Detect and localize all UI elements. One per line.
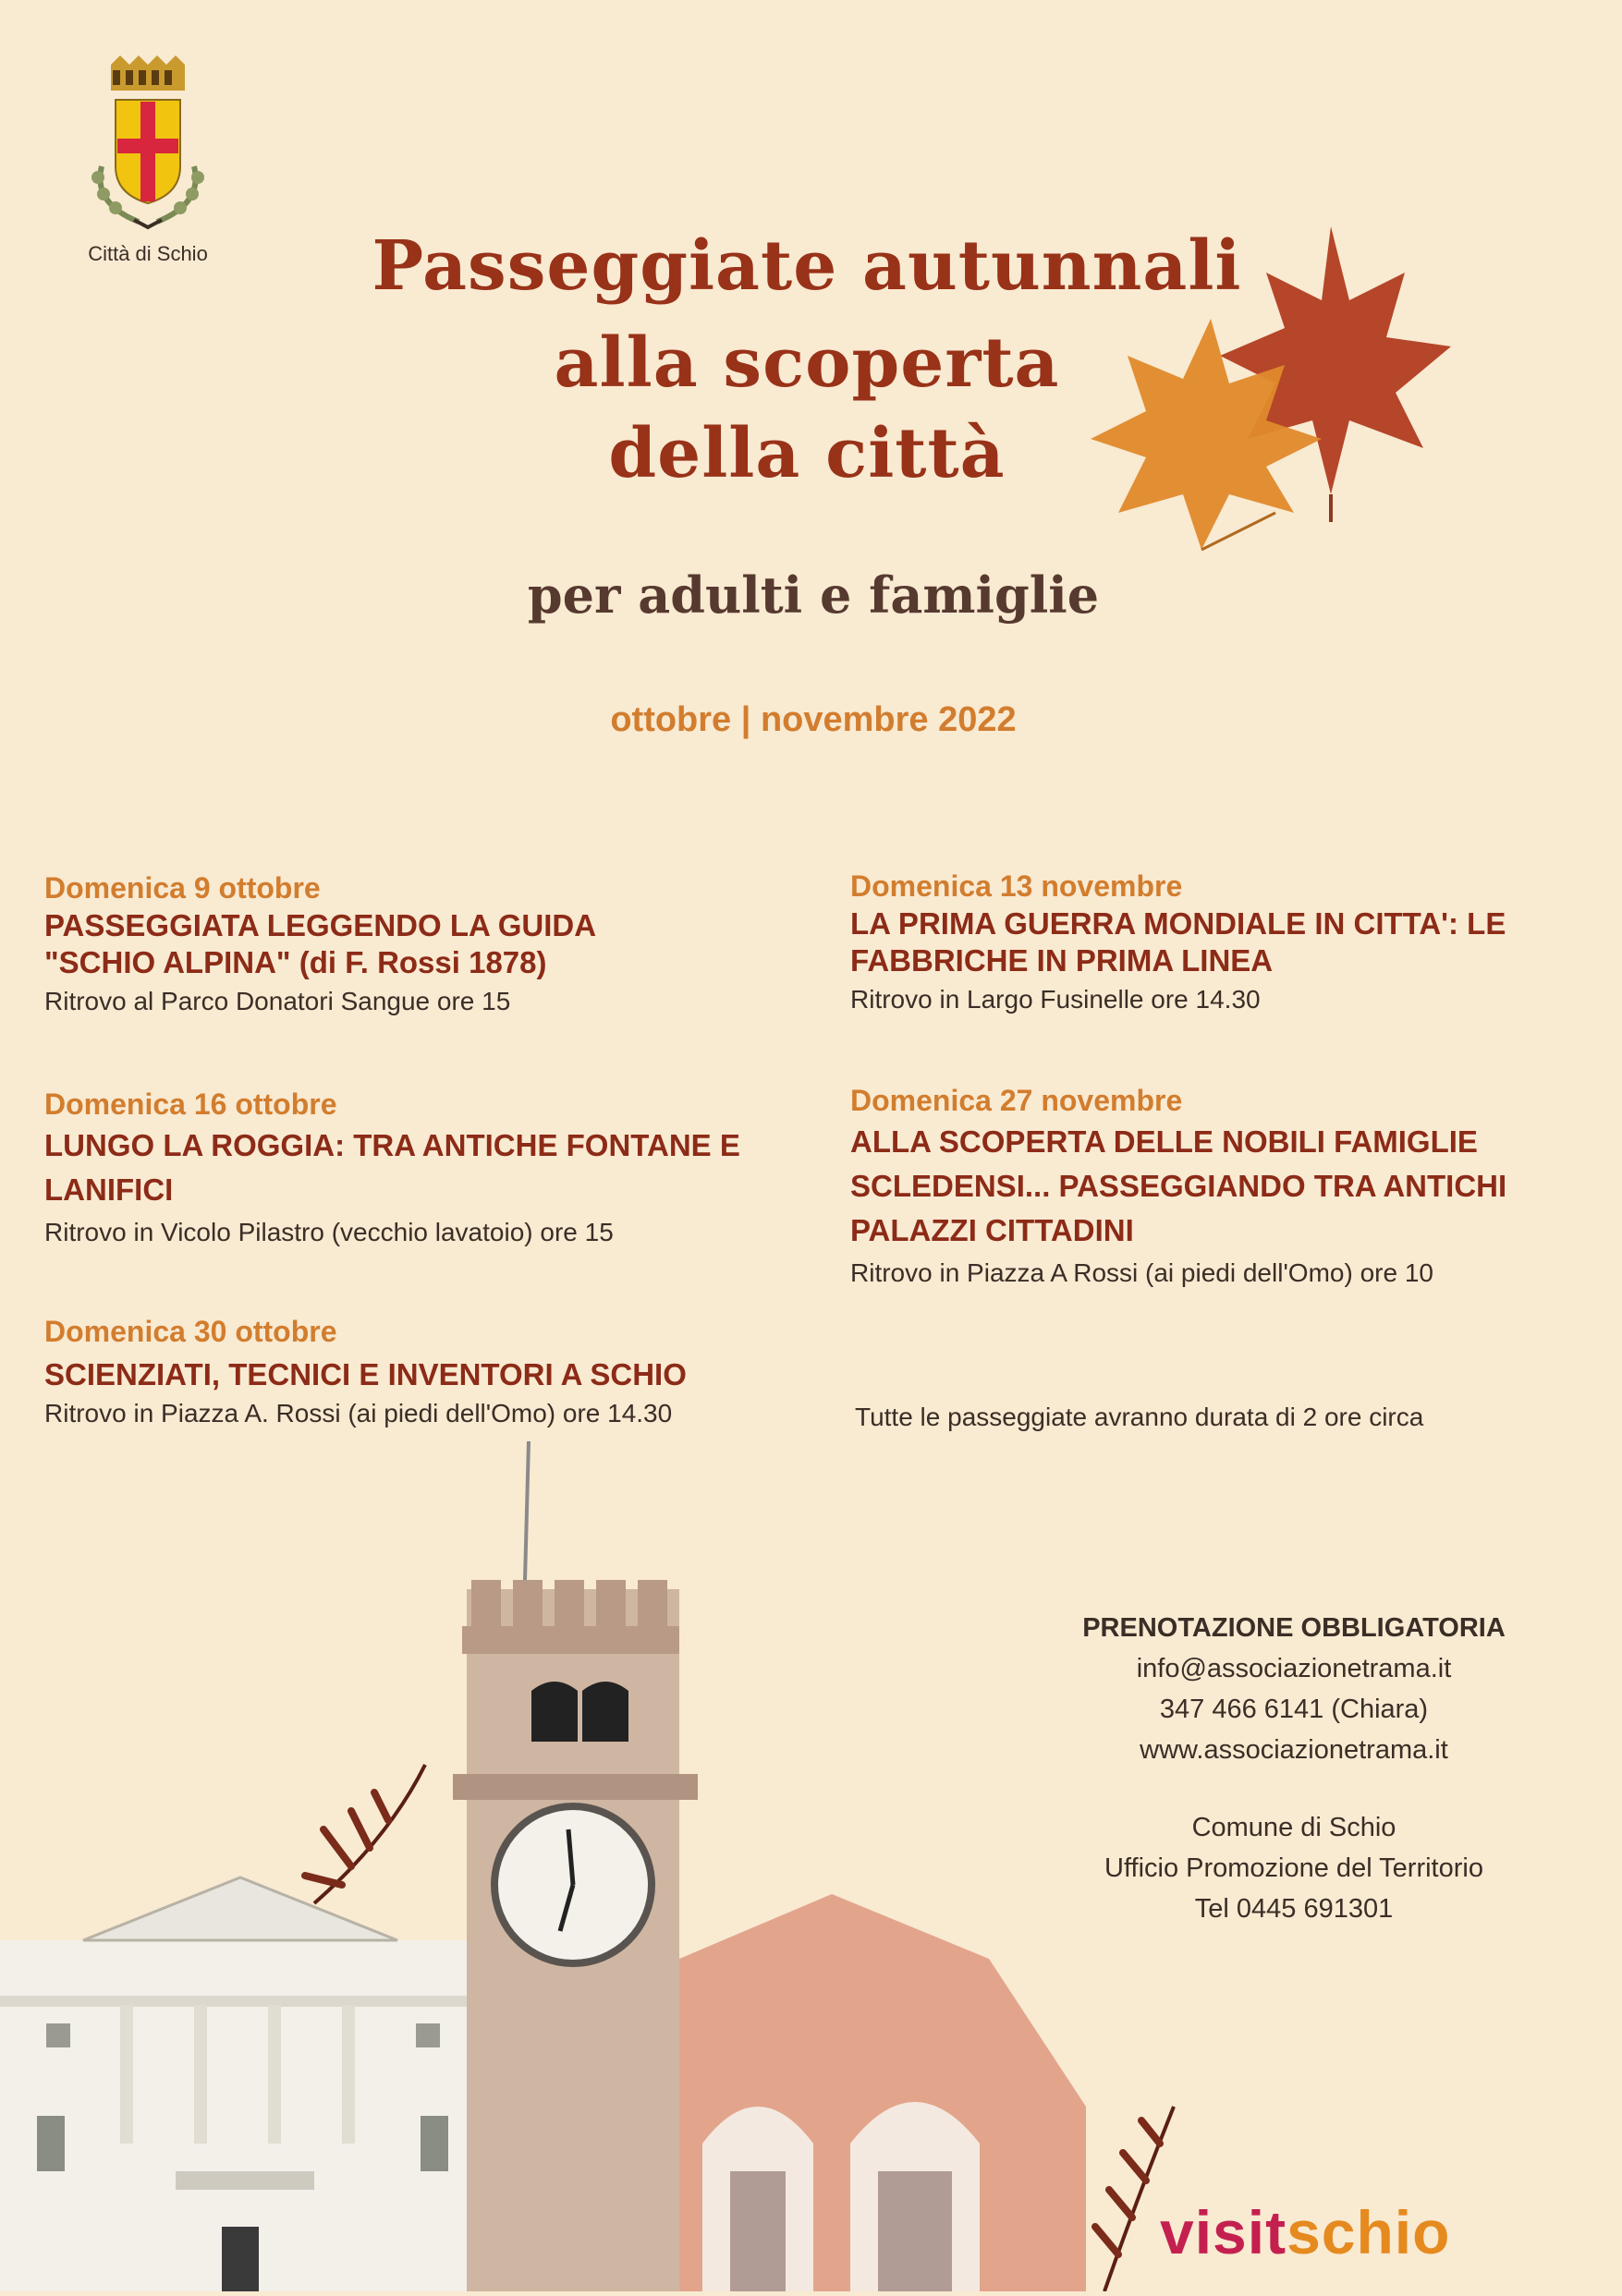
event-date: Domenica 9 ottobre — [44, 871, 321, 905]
event-place: Ritrovo in Largo Fusinelle ore 14.30 — [850, 985, 1261, 1014]
event-place: Ritrovo in Piazza A. Rossi (ai piedi dell'Omo) ore 14.30 — [44, 1399, 673, 1427]
date-range: ottobre | novembre 2022 — [610, 700, 1017, 739]
booking-phone: 347 466 6141 (Chiara) — [1159, 1695, 1429, 1724]
title-line-3: della città — [608, 414, 1006, 493]
brand-part-visit: visit — [1160, 2198, 1287, 2266]
event-title: LUNGO LA ROGGIA: TRA ANTICHE FONTANE E LANIFICI — [44, 1128, 740, 1207]
event-item — [850, 867, 1617, 1020]
event-date: Domenica 30 ottobre — [44, 1315, 337, 1348]
duration-note: Tutte le passeggiate avranno durata di 2 ore circa — [855, 1403, 1424, 1431]
event-item — [44, 869, 811, 1022]
event-item — [44, 1312, 811, 1434]
event-title: PASSEGGIATA LEGGENDO LA GUIDA "SCHIO ALPINA" (di F. Rossi 1878) — [44, 908, 595, 979]
clock-tower-illustration — [0, 1441, 1201, 2291]
org-name: Comune di Schio — [1191, 1813, 1396, 1842]
org-tel: Tel 0445 691301 — [1194, 1894, 1394, 1924]
event-date: Domenica 13 novembre — [850, 869, 1183, 903]
event-date: Domenica 27 novembre — [850, 1084, 1183, 1117]
event-place: Ritrovo al Parco Donatori Sangue ore 15 — [44, 987, 511, 1015]
booking-website[interactable]: www.associazionetrama.it — [1140, 1735, 1448, 1765]
logo-caption: Città di Schio — [88, 242, 208, 265]
event-title: ALLA SCOPERTA DELLE NOBILI FAMIGLIE SCLEDENSI... PASSEGGIANDO TRA ANTICHI PALAZZI CITTADINI — [850, 1124, 1507, 1247]
event-title: LA PRIMA GUERRA MONDIALE IN CITTA': LE FABBRICHE IN PRIMA LINEA — [850, 906, 1506, 978]
booking-email[interactable]: info@associazionetrama.it — [1136, 1654, 1452, 1683]
event-date: Domenica 16 ottobre — [44, 1087, 337, 1121]
subtitle: per adulti e famiglie — [527, 565, 1100, 625]
booking-heading: PRENOTAZIONE OBBLIGATORIA — [1082, 1613, 1506, 1643]
event-item — [850, 1081, 1617, 1294]
event-title: SCIENZIATI, TECNICI E INVENTORI A SCHIO — [44, 1357, 687, 1391]
org-office: Ufficio Promozione del Territorio — [1104, 1853, 1483, 1883]
event-place: Ritrovo in Piazza A Rossi (ai piedi dell'Omo) ore 10 — [850, 1258, 1433, 1287]
visitschio-logo — [1160, 2197, 1450, 2267]
title-line-1: Passeggiate autunnali — [372, 226, 1242, 306]
event-item — [44, 1085, 811, 1253]
title-line-2: alla scoperta — [554, 323, 1060, 403]
event-place: Ritrovo in Vicolo Pilastro (vecchio lavatoio) ore 15 — [44, 1218, 614, 1246]
brand-part-schio: schio — [1287, 2198, 1451, 2266]
